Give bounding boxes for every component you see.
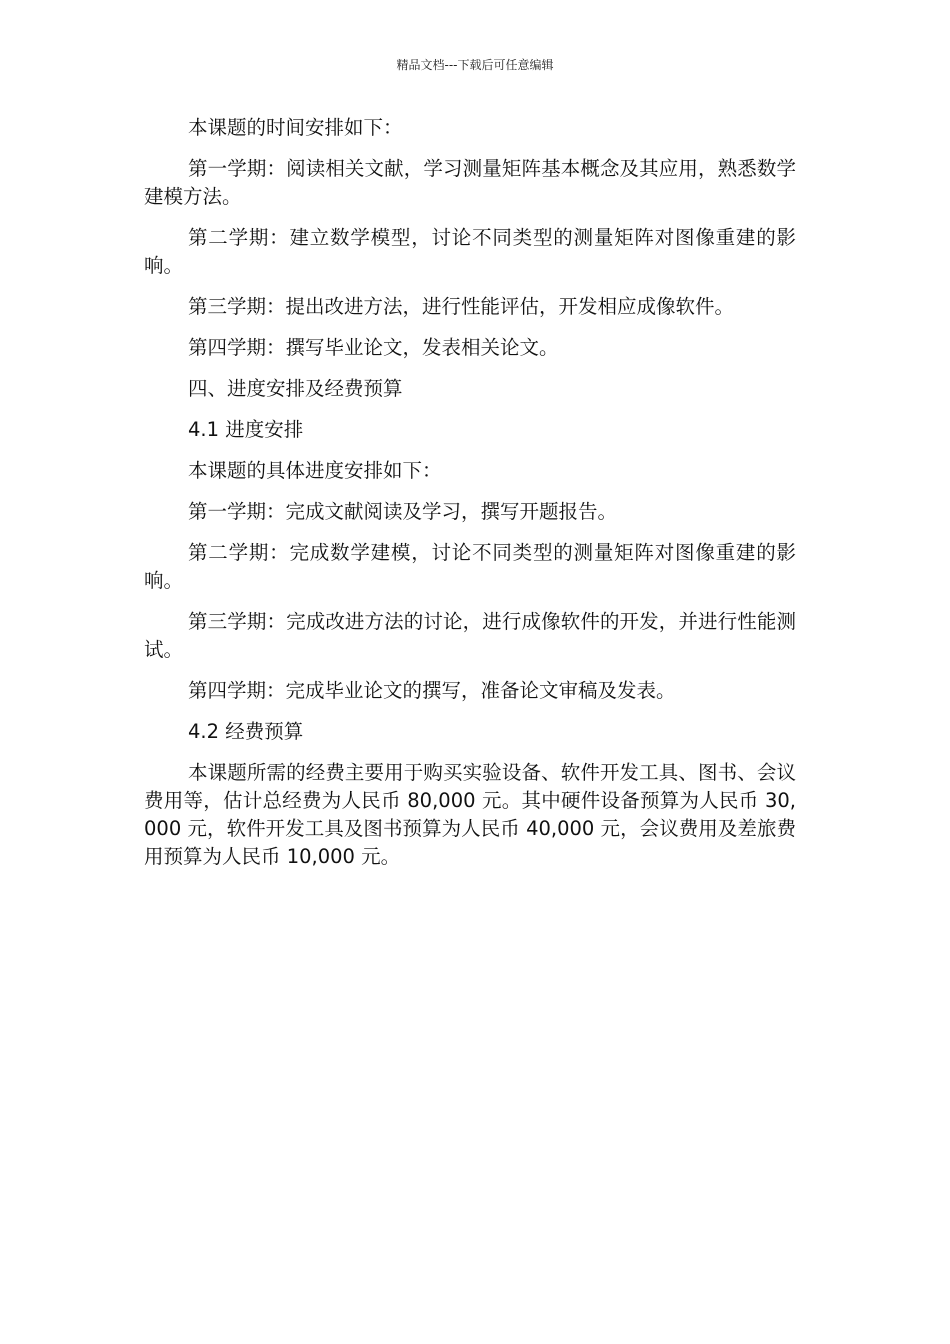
page-header: 精品文档---下载后可任意编辑 (396, 58, 554, 72)
subsection-heading-4-2: 4.2 经费预算 (188, 720, 304, 743)
subsection-heading-4-1: 4.1 进度安排 (188, 418, 304, 441)
section-heading-4: 四、进度安排及经费预算 (188, 377, 403, 400)
semester-1-progress: 第一学期：完成文献阅读及学习，撰写开题报告。 (188, 500, 618, 523)
budget-paragraph: 本课题所需的经费主要用于购买实验设备、软件开发工具、图书、会议费用等，估计总经费为人民币 80,000 元。其中硬件设备预算为人民币 30,000 元，软件开发工具及图书预算为人民币 40,000 元，会议费用及差旅费用预算为人民币 10,000 元。 (144, 761, 796, 868)
semester-2-progress: 第二学期：完成数学建模，讨论不同类型的测量矩阵对图像重建的影响。 (144, 541, 796, 592)
schedule-intro: 本课题的时间安排如下： (188, 116, 403, 139)
semester-4-progress: 第四学期：完成毕业论文的撰写，准备论文审稿及发表。 (188, 679, 676, 702)
semester-2-plan: 第二学期：建立数学模型，讨论不同类型的测量矩阵对图像重建的影响。 (144, 226, 796, 277)
semester-1-plan: 第一学期：阅读相关文献，学习测量矩阵基本概念及其应用，熟悉数学建模方法。 (144, 157, 796, 208)
progress-intro: 本课题的具体进度安排如下： (188, 459, 442, 482)
semester-3-progress: 第三学期：完成改进方法的讨论，进行成像软件的开发，并进行性能测试。 (144, 610, 796, 661)
document-body (144, 114, 796, 884)
semester-3-plan: 第三学期：提出改进方法，进行性能评估，开发相应成像软件。 (188, 295, 735, 318)
semester-4-plan: 第四学期：撰写毕业论文，发表相关论文。 (188, 336, 559, 359)
